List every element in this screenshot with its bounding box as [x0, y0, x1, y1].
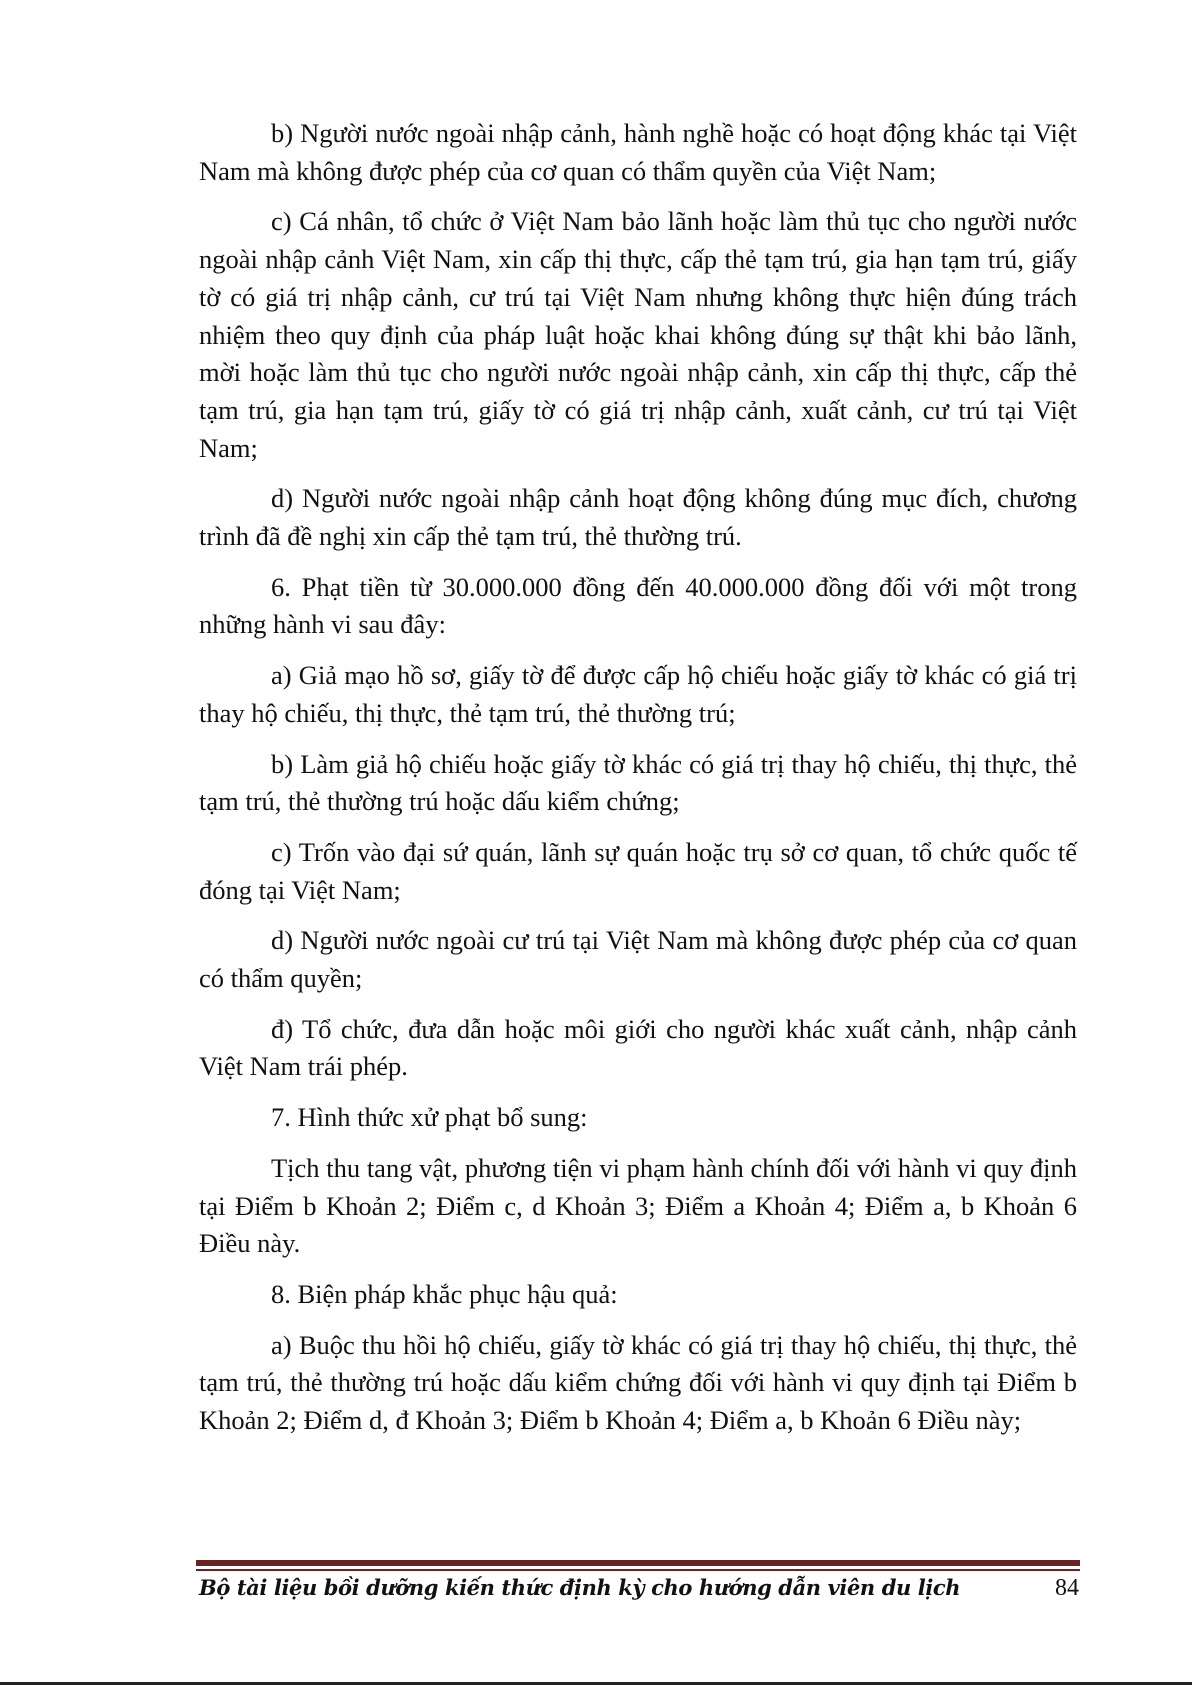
paragraph: 7. Hình thức xử phạt bổ sung: — [271, 1102, 588, 1133]
paragraph: c) Trốn vào đại sứ quán, lãnh sự quán hoặc trụ sở cơ quan, tổ chức quốc tế đóng tại Việt Nam; — [199, 836, 1077, 905]
paragraph: b) Người nước ngoài nhập cảnh, hành nghề hoặc có hoạt động khác tại Việt Nam mà không được phép của cơ quan có thẩm quyền của Việt Nam; — [199, 118, 1077, 186]
paragraph: đ) Tổ chức, đưa dẫn hoặc môi giới cho người khác xuất cảnh, nhập cảnh Việt Nam trái phép. — [199, 1013, 1077, 1082]
document-body — [199, 115, 1077, 1453]
footer-title: Bộ tài liệu bồi dưỡng kiến thức định kỳ cho hướng dẫn viên du lịch — [199, 1575, 961, 1600]
paragraph: a) Buộc thu hồi hộ chiếu, giấy tờ khác có giá trị thay hộ chiếu, thị thực, thẻ tạm trú, thẻ thường trú hoặc dấu kiểm chứng đối với hành vi quy định tại Điểm b Khoản 2; Điểm d, đ Khoản 3; Điểm b Khoản 4; Điểm a, b Khoản 6 Điều này; — [199, 1329, 1077, 1436]
paragraph: b) Làm giả hộ chiếu hoặc giấy tờ khác có giá trị thay hộ chiếu, thị thực, thẻ tạm trú, thẻ thường trú hoặc dấu kiểm chứng; — [199, 748, 1077, 817]
paragraph: 6. Phạt tiền từ 30.000.000 đồng đến 40.000.000 đồng đối với một trong những hành vi sau đây: — [199, 571, 1077, 640]
footer-divider-thick — [196, 1560, 1080, 1566]
paragraph: 8. Biện pháp khắc phục hậu quả: — [271, 1278, 618, 1309]
paragraph: c) Cá nhân, tổ chức ở Việt Nam bảo lãnh hoặc làm thủ tục cho người nước ngoài nhập cảnh Việt Nam, xin cấp thị thực, cấp thẻ tạm trú, gia hạn tạm trú, giấy tờ có giá trị nhập cảnh, cư trú tại Việt Nam nhưng không thực hiện đúng trách nhiệm theo quy định của pháp luật hoặc khai không đúng sự thật khi bảo lãnh, mời hoặc làm thủ tục cho người nước ngoài nhập cảnh, xin cấp thị thực, cấp thẻ tạm trú, gia hạn tạm trú, giấy tờ có giá trị nhập cảnh, xuất cảnh, cư trú tại Việt Nam; — [199, 206, 1077, 463]
paragraph: Tịch thu tang vật, phương tiện vi phạm hành chính đối với hành vi quy định tại Điểm b Khoản 2; Điểm c, d Khoản 3; Điểm a Khoản 4; Điểm a, b Khoản 6 Điều này. — [199, 1152, 1077, 1259]
paragraph: d) Người nước ngoài cư trú tại Việt Nam mà không được phép của cơ quan có thẩm quyền; — [199, 925, 1077, 994]
page-number: 84 — [1055, 1575, 1079, 1601]
paragraph: a) Giả mạo hồ sơ, giấy tờ để được cấp hộ chiếu hoặc giấy tờ khác có giá trị thay hộ chiếu, thị thực, thẻ tạm trú, thẻ thường trú; — [199, 660, 1077, 728]
paragraph: d) Người nước ngoài nhập cảnh hoạt động không đúng mục đích, chương trình đã đề nghị xin cấp thẻ tạm trú, thẻ thường trú. — [199, 483, 1077, 552]
